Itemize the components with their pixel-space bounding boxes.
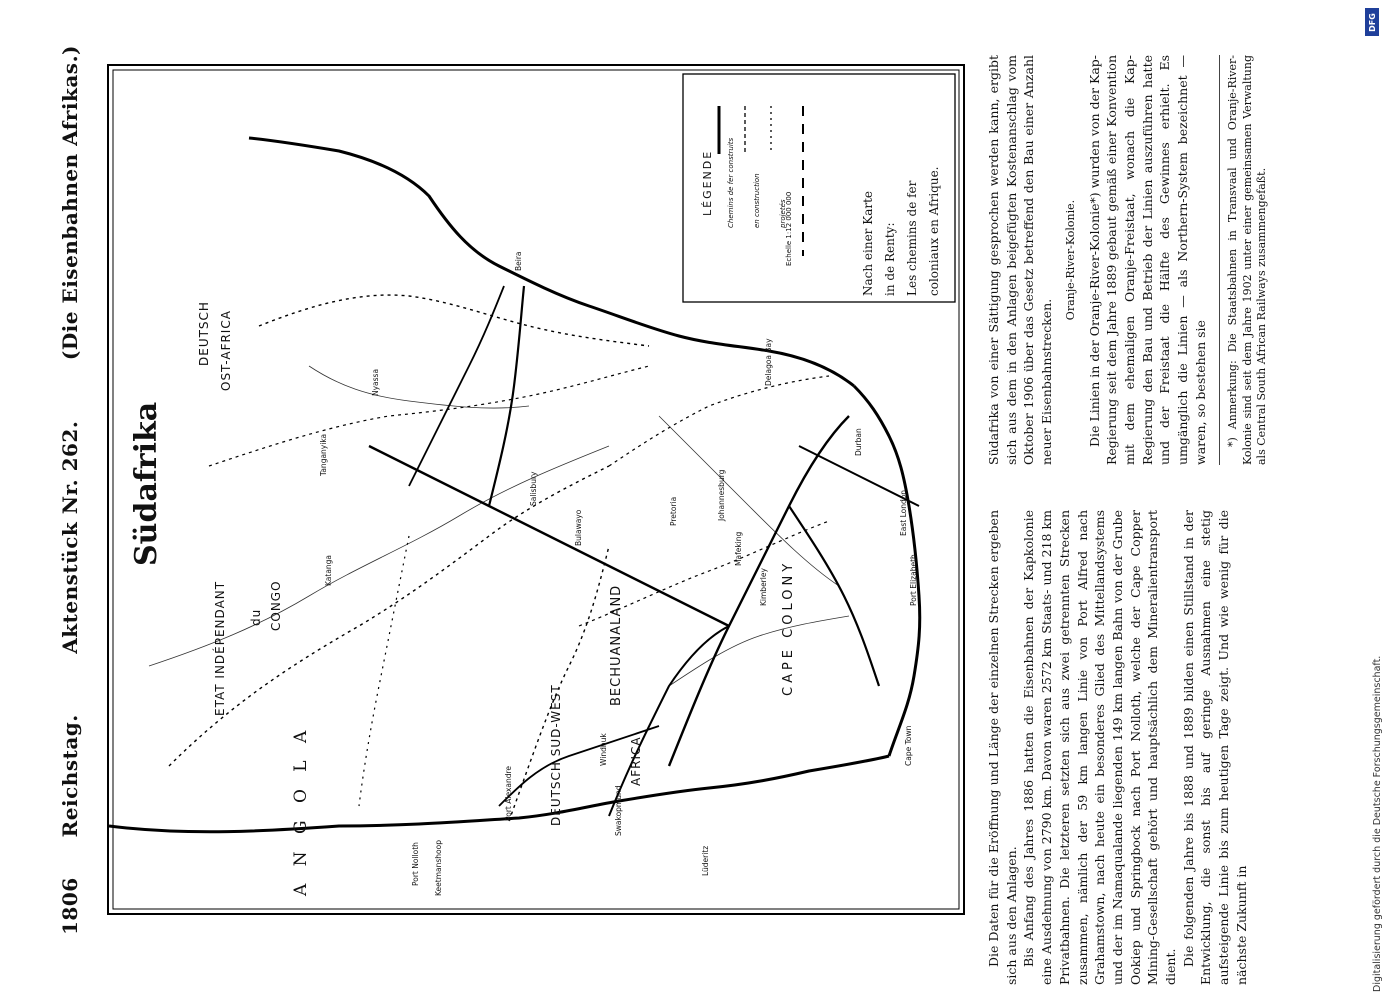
region-ost-1: DEUTSCH <box>197 301 211 366</box>
place-beira: Beira <box>514 251 523 271</box>
region-bechuanaland: BECHUANALAND <box>609 584 624 706</box>
dfg-logo: DFG <box>1365 8 1379 36</box>
region-congo-3: CONGO <box>269 580 283 631</box>
legend-source-1: Nach einer Karte <box>861 190 875 296</box>
place-kimberley: Kimberley <box>759 568 768 606</box>
south-africa-map <box>107 64 965 915</box>
place-east-london: East London <box>899 489 908 536</box>
region-sudwest-2: AFRICA <box>629 736 643 786</box>
paragraph: Die folgenden Jahre bis 1888 und 1889 bilden einen Stillstand in der Entwicklung, die sonst bis auf geringe Ausnahmen eine stetig aufsteigende Linie bis zum heutigen Tage zeigt. Und wie wenig für die nächste Zukunft in <box>1180 510 1249 985</box>
header-left: Reichstag. <box>58 714 82 838</box>
digitization-note: Digitalisierung gefördert durch die Deutsche Forschungsgemeinschaft. <box>1372 655 1383 992</box>
paragraph: Südafrika von einer Sättigung gesprochen werden kann, ergibt sich aus dem in den Anlagen beigefügten Kostenanschlag vom Oktober 1906 über das Gesetz betreffend den Bau einer Anzahl neuer Eisenbahnstrecken. <box>986 55 1055 465</box>
place-salisbury: Salisbury <box>529 471 538 506</box>
place-durban: Durban <box>854 428 863 456</box>
region-angola: A N G O L A <box>291 724 311 896</box>
place-port-elizabeth: Port Elizabeth <box>909 554 918 606</box>
place-windhuk: Windhuk <box>599 733 608 766</box>
place-cape-town: Cape Town <box>904 725 913 766</box>
region-congo-2: du <box>249 608 263 626</box>
place-mafeking: Mafeking <box>734 531 743 566</box>
place-pretoria: Pretoria <box>669 496 678 526</box>
place-mossamedes: Keetmanshoop <box>434 840 443 896</box>
place-tanganyika: Tanganyika <box>319 433 328 476</box>
legend-item-construction: en construction <box>753 173 761 228</box>
place-johannesburg: Johannesburg <box>717 469 726 521</box>
paragraph: Die Daten für die Eröffnung und Länge der einzelnen Strecken ergeben sich aus den Anlagen. <box>986 510 1019 985</box>
place-lobito: Port Alexandre <box>504 765 513 821</box>
legend-item-projected: projetés <box>779 199 787 228</box>
map-title: Südafrika <box>129 401 164 566</box>
place-luderitz: Lüderitz <box>701 845 710 876</box>
region-sudwest-1: DEUTSCH SUD-WEST <box>549 684 563 826</box>
region-ost-2: OST-AFRICA <box>219 310 233 391</box>
place-benguella: Port Nolloth <box>411 842 420 886</box>
header-center: Aktenstück Nr. 262. <box>58 420 82 654</box>
paragraph: Bis Anfang des Jahres 1886 hatten die Eisenbahnen der Kapkolonie eine Ausdehnung von 2790 km. Davon waren 2572 km Staats- und 218 km Privatbahnen. Die letzteren setzten sich aus zwei getrennten Strecken zusammen, nämlich der 59 km langen Linie von Port Alfred nach Grahamstown, nach heute ein besonderes Glied des Mittellandsystems und der im Namaqualande liegenden 149 km langen Bahn von der Grube Ookiep und Springbock nach Port Nolloth, welche der Cape Copper Mining-Gesellschaft gehört und hauptsächlich dem Mineralientransport dient. <box>1021 510 1179 985</box>
place-nyassa: Nyassa <box>371 368 380 396</box>
region-cape-colony: CAPE COLONY <box>781 559 796 696</box>
running-head <box>58 45 82 935</box>
legend-source-2: in de Renty: <box>883 222 897 296</box>
legend-scale: Echelle 1:12 000 000 <box>785 191 793 266</box>
place-swakopmund: Swakopmund <box>614 785 623 836</box>
text-column-2 <box>985 55 1270 465</box>
section-heading: Oranje-River-Kolonie. <box>1063 199 1077 321</box>
legend-source-4: coloniaux en Afrique. <box>927 166 941 296</box>
legend-title: LÉGENDE <box>701 149 714 216</box>
header-right: (Die Eisenbahnen Afrikas.) <box>58 45 82 361</box>
region-congo-1: ETAT INDÉPENDANT <box>213 580 227 716</box>
page-number: 1806 <box>58 877 82 935</box>
place-delagoa-bay: Delagoa Bay <box>764 338 773 386</box>
footnote: *) Anmerkung: Die Staatsbahnen in Transvaal und Oranje-River-Kolonie sind seit dem Jahre 1902 unter einer gemeinsamen Verwaltung als Central South African Railways zusammengefaßt. <box>1219 55 1270 465</box>
legend-item-built: Chemins de fer construits <box>727 137 735 228</box>
paragraph: Die Linien in der Oranje-River-Kolonie*) wurden von der Kap-Regierung seit dem Jahre 1889 gebaut gemäß einer Konvention mit dem ehemaligen Oranje-Freistaat, wonach die Kap-Regierung den Bau und Betrieb der Linien auszuführen hatte und der Freistaat die Hälfte des Gewinnes erhielt. Es umgänglich die Linien — als Northern-System bezeichnet — waren, so bestehen sie <box>1086 55 1208 465</box>
place-katanga: Katanga <box>324 554 333 586</box>
legend-source-3: Les chemins de fer <box>905 180 919 296</box>
place-bulawayo: Bulawayo <box>574 509 583 546</box>
text-column-1 <box>985 510 1251 985</box>
